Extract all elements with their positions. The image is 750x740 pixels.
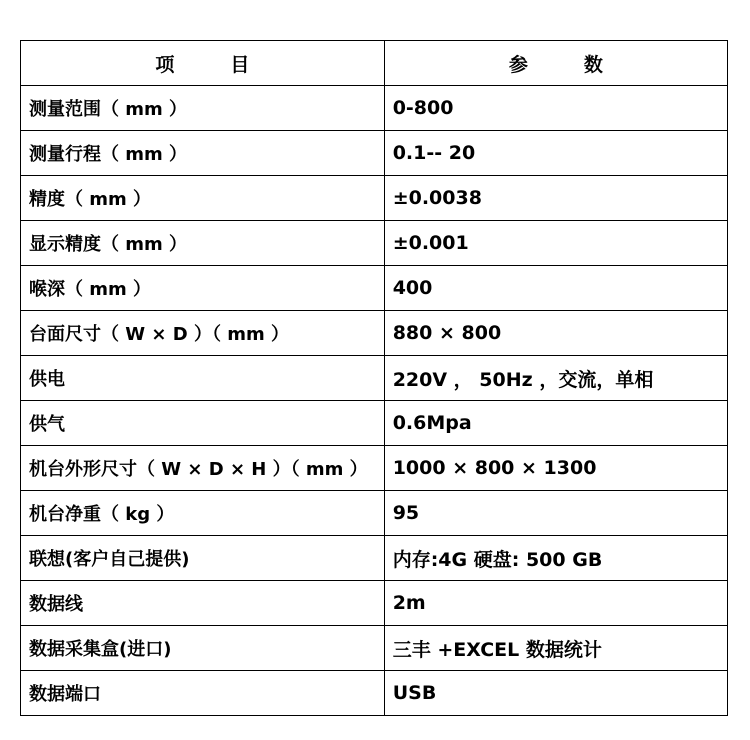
row-item-label: 测量范围（ mm ） [21,86,385,131]
table-row [21,581,728,626]
row-item-label: 测量行程（ mm ） [21,131,385,176]
row-item-label: 数据端口 [21,671,385,716]
row-item-label: 供气 [21,401,385,446]
table-row [21,446,728,491]
table-row [21,491,728,536]
row-param-value: 0-800 [384,86,727,131]
row-item-label: 台面尺寸（ W × D ）（ mm ） [21,311,385,356]
row-item-label: 联想(客户自己提供) [21,536,385,581]
row-param-value: 400 [384,266,727,311]
row-param-value: 95 [384,491,727,536]
row-param-value: 内存:4G 硬盘: 500 GB [384,536,727,581]
row-param-value: 880 × 800 [384,311,727,356]
row-item-label: 机台净重（ kg ） [21,491,385,536]
table-row [21,671,728,716]
row-item-label: 数据线 [21,581,385,626]
table-row [21,131,728,176]
table-row [21,266,728,311]
table-row [21,356,728,401]
row-item-label: 喉深（ mm ） [21,266,385,311]
row-param-value: 1000 × 800 × 1300 [384,446,727,491]
table-header-row [21,41,728,86]
table-row [21,86,728,131]
spec-table [20,40,728,716]
row-param-value: 0.6Mpa [384,401,727,446]
row-item-label: 供电 [21,356,385,401]
row-item-label: 精度（ mm ） [21,176,385,221]
row-param-value: 220V ， 50Hz ，交流，单相 [384,356,727,401]
row-param-value: 2m [384,581,727,626]
row-param-value: ±0.0038 [384,176,727,221]
row-item-label: 数据采集盒(进口) [21,626,385,671]
row-item-label: 机台外形尺寸（ W × D × H ）（ mm ） [21,446,385,491]
table-row [21,536,728,581]
row-item-label: 显示精度（ mm ） [21,221,385,266]
row-param-value: USB [384,671,727,716]
table-row [21,221,728,266]
table-row [21,401,728,446]
table-row [21,626,728,671]
table-row [21,176,728,221]
header-item: 项目 [21,41,385,86]
table-row [21,311,728,356]
row-param-value: 0.1-- 20 [384,131,727,176]
header-param: 参数 [384,41,727,86]
row-param-value: ±0.001 [384,221,727,266]
row-param-value: 三丰 +EXCEL 数据统计 [384,626,727,671]
